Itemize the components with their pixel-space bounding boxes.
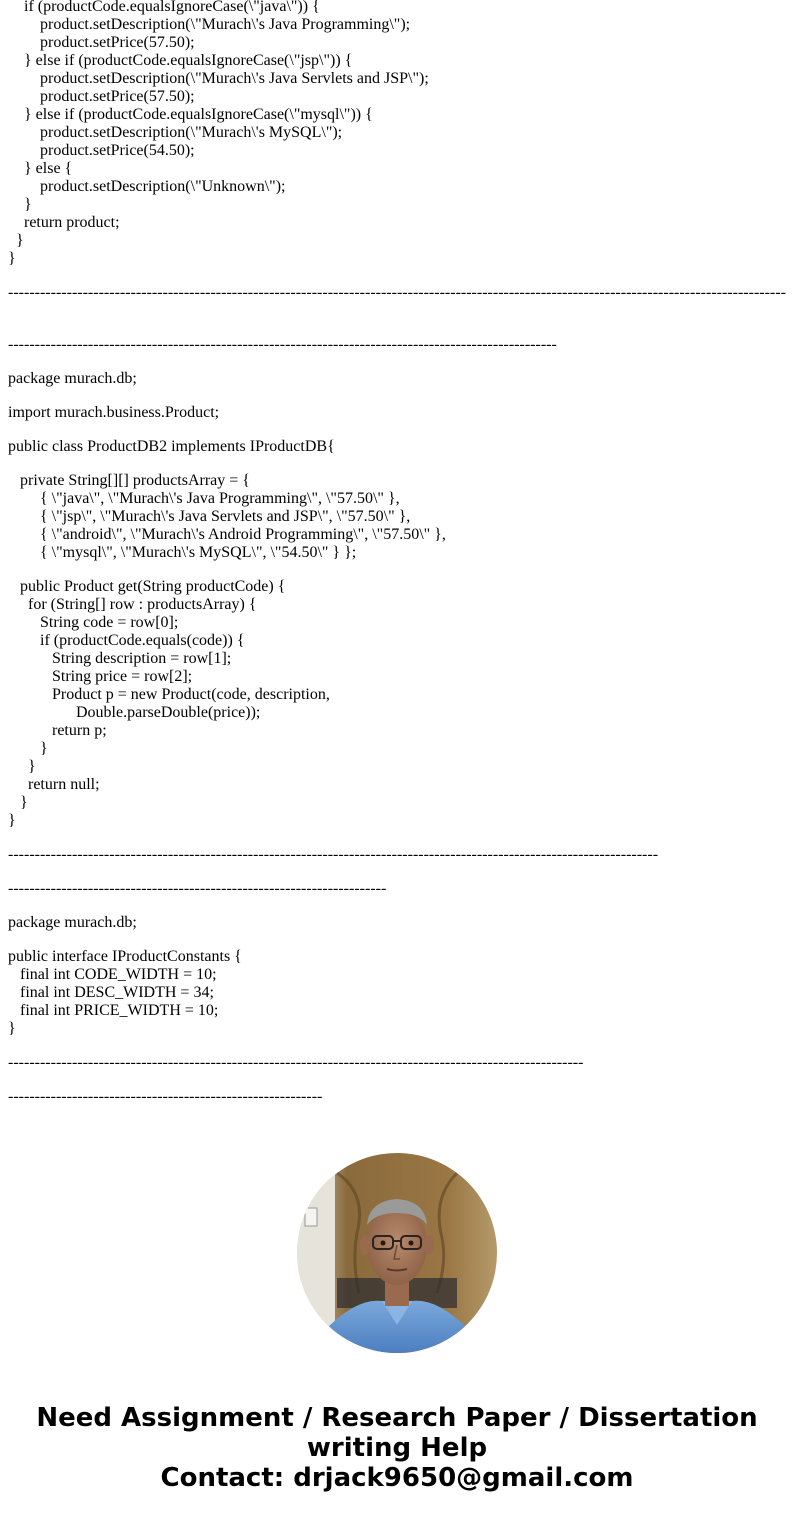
code-line: return null; [8,776,100,793]
code-line: } else if (productCode.equalsIgnoreCase(\"mysql\")) { [8,106,373,123]
code-line: } [8,758,36,775]
code-line: String price = row[2]; [8,668,193,685]
author-avatar [297,1153,497,1353]
code-line: Double.parseDouble(price)); [8,704,261,721]
code-line: } [8,250,16,267]
code-line: product.setDescription(\"Murach\'s Java Servlets and JSP\"); [8,70,429,87]
code-line: public class ProductDB2 implements IProductDB{ [8,438,335,455]
code-line: String code = row[0]; [8,614,179,631]
package-statement: package murach.db; [8,370,137,387]
code-line: final int CODE_WIDTH = 10; [8,966,217,983]
separator-line: ------------------------------------------------------------------------------------------------------------ [8,1054,584,1071]
code-line: return product; [8,214,120,231]
get-method [8,578,788,830]
code-line: } [8,1020,16,1037]
code-block-productdb [8,0,788,268]
code-line: product.setDescription(\"Unknown\"); [8,178,286,195]
package-statement: package murach.db; [8,914,137,931]
code-line: if (productCode.equalsIgnoreCase(\"java\")) { [8,0,320,15]
code-line: private String[][] productsArray = { [8,472,250,489]
code-line: product.setPrice(54.50); [8,142,195,159]
import-statement: import murach.business.Product; [8,404,220,421]
code-line: public interface IProductConstants { [8,948,242,965]
code-line: } [8,740,48,757]
code-line: product.setPrice(57.50); [8,88,195,105]
footer-headline: Need Assignment / Research Paper / Dissertation [36,1403,758,1433]
footer-subheadline: writing Help [306,1433,488,1463]
code-line: } else if (productCode.equalsIgnoreCase(\"jsp\")) { [8,52,353,69]
code-line: public Product get(String productCode) { [8,578,286,595]
code-line: product.setDescription(\"Murach\'s MySQL\"); [8,124,343,141]
code-line: } [8,794,28,811]
code-line: } else { [8,160,73,177]
code-line: { \"android\", \"Murach\'s Android Programming\", \"57.50\" }, [8,526,446,543]
code-line: } [8,812,16,829]
code-line: for (String[] row : productsArray) { [8,596,257,613]
author-photo [297,1153,497,1353]
contact-email: Contact: drjack9650@gmail.com [160,1463,634,1493]
code-listing [8,0,788,1106]
code-line: final int DESC_WIDTH = 34; [8,984,214,1001]
separator-line: -------------------------------------------------------------------------------------------------------------------------- [8,846,659,863]
class-declaration [8,438,788,456]
contact-banner [0,1403,794,1493]
code-line: { \"jsp\", \"Murach\'s Java Servlets and JSP\", \"57.50\" }, [8,508,411,525]
code-line: String description = row[1]; [8,650,232,667]
code-line: if (productCode.equals(code)) { [8,632,245,649]
separator-line: ----------------------------------------------------------------------- [8,880,387,897]
code-line: } [8,196,32,213]
code-line: { \"mysql\", \"Murach\'s MySQL\", \"54.50\" } }; [8,544,357,561]
code-line: final int PRICE_WIDTH = 10; [8,1002,219,1019]
code-line: } [8,232,24,249]
interface-declaration [8,948,788,1038]
separator-line: -------------------------------------------------------------------------------------------------------------------------------------------------- [8,284,786,301]
products-array [8,472,788,562]
code-line: { \"java\", \"Murach\'s Java Programming\", \"57.50\" }, [8,490,400,507]
code-line: Product p = new Product(code, description, [8,686,330,703]
separator-line: ------------------------------------------------------------------------------------------------------- [8,336,557,353]
code-line: product.setDescription(\"Murach\'s Java Programming\"); [8,16,411,33]
separator-line: ----------------------------------------------------------- [8,1088,323,1105]
code-line: product.setPrice(57.50); [8,34,195,51]
code-line: return p; [8,722,107,739]
